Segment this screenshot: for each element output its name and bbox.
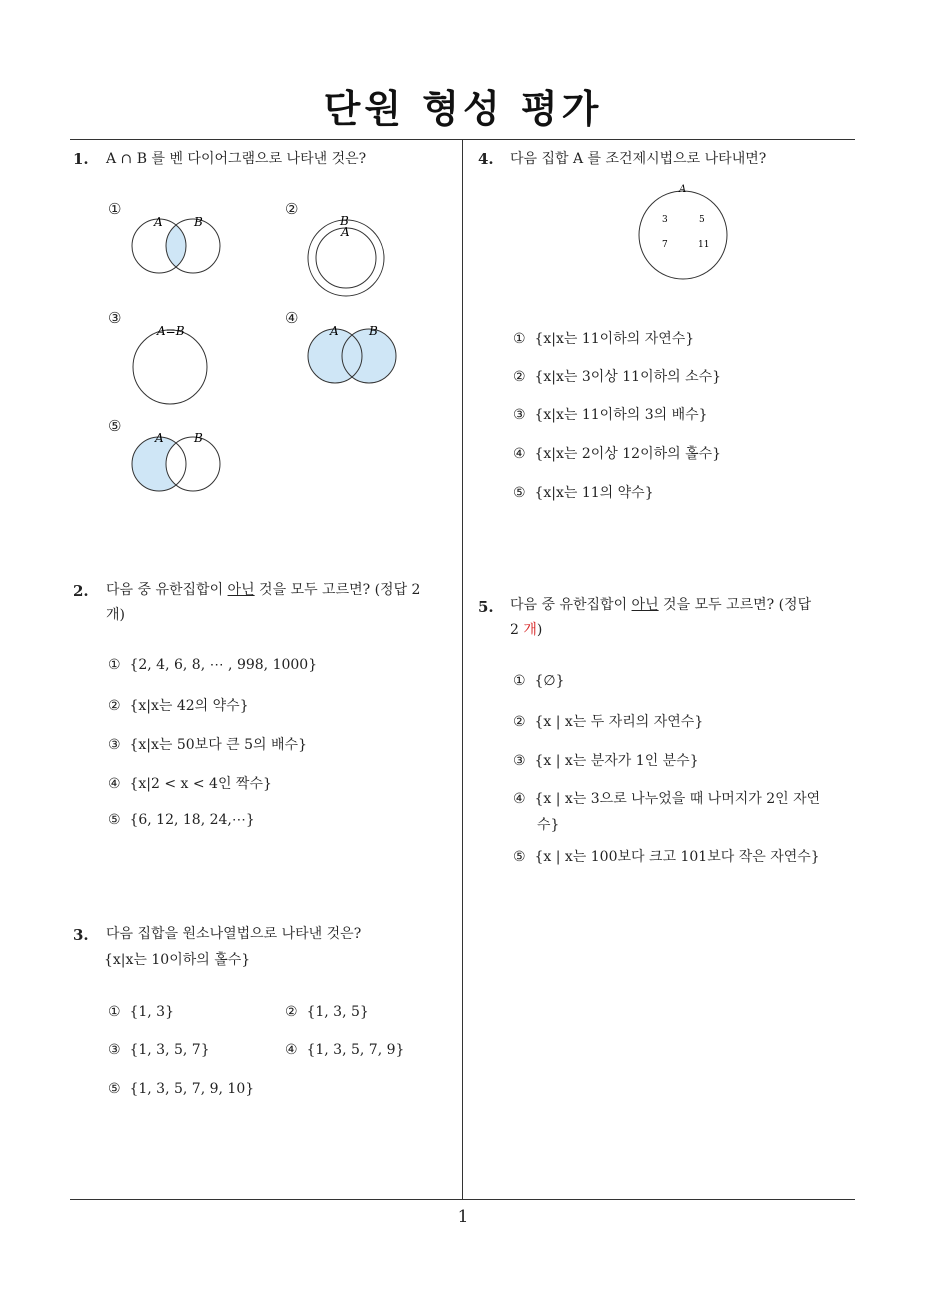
option-text: {1, 3, 5, 7, 9} bbox=[306, 1042, 405, 1058]
venn-set-ab bbox=[133, 330, 207, 404]
q2-option-2[interactable] bbox=[108, 695, 249, 715]
q4-number: 4. bbox=[478, 150, 494, 168]
option-text: {x | x는 두 자리의 자연수} bbox=[534, 714, 704, 730]
q2-text-before: 다음 중 유한집합이 bbox=[106, 582, 228, 598]
q1-text: A ∩ B 를 벤 다이어그램으로 나타낸 것은? bbox=[106, 151, 367, 167]
q5-text bbox=[510, 593, 860, 643]
column-divider bbox=[462, 139, 463, 1200]
q2-option-3[interactable] bbox=[108, 734, 307, 754]
bottom-rule bbox=[70, 1199, 855, 1200]
option-mark: ③ bbox=[513, 753, 526, 769]
q2-text-underlined: 아닌 bbox=[227, 582, 255, 598]
q1-option-4-mark[interactable]: ④ bbox=[285, 309, 299, 327]
element-7: 7 bbox=[662, 240, 668, 250]
q2-option-1[interactable] bbox=[108, 657, 317, 673]
q4-option-2[interactable] bbox=[513, 366, 721, 386]
option-text: {1, 3, 5, 7} bbox=[129, 1042, 210, 1058]
option-text: {1, 3, 5, 7, 9, 10} bbox=[129, 1081, 255, 1097]
q2-option-4[interactable] bbox=[108, 773, 272, 793]
option-mark: ⑤ bbox=[108, 1081, 121, 1097]
q1-number: 1. bbox=[73, 150, 89, 168]
q1-option-2-venn[interactable] bbox=[300, 206, 392, 300]
q1-option-5-mark[interactable]: ⑤ bbox=[108, 417, 122, 435]
venn-label-a: A bbox=[341, 225, 350, 239]
venn-label-b: B bbox=[194, 215, 203, 229]
q5-text-line2-red: 개 bbox=[523, 622, 537, 638]
option-mark: ⑤ bbox=[513, 485, 526, 501]
q5-option-3[interactable] bbox=[513, 750, 699, 770]
option-mark: ② bbox=[513, 369, 526, 385]
option-text: {x|x는 11이하의 3의 배수} bbox=[534, 407, 708, 423]
q5-option-4-cont: 수} bbox=[537, 817, 560, 833]
q4-option-5[interactable] bbox=[513, 482, 654, 502]
set-a-label: A bbox=[679, 184, 687, 195]
q2-number: 2. bbox=[73, 582, 89, 600]
option-text: {∅} bbox=[534, 673, 565, 689]
venn-label-a: A bbox=[154, 215, 163, 229]
option-mark: ② bbox=[108, 698, 121, 714]
q4-option-3[interactable] bbox=[513, 404, 708, 424]
venn-label-a: A bbox=[155, 431, 164, 445]
option-mark: ④ bbox=[513, 446, 526, 462]
q5-option-5[interactable] bbox=[513, 846, 820, 866]
q2-text bbox=[106, 578, 458, 628]
q4-option-4[interactable] bbox=[513, 443, 721, 463]
q5-text-after: 것을 모두 고르면? (정답 bbox=[658, 597, 812, 613]
q4-text: 다음 집합 A 를 조건제시법으로 나타내면? bbox=[510, 151, 767, 167]
option-text: {x|2 < x < 4인 짝수} bbox=[129, 776, 272, 792]
option-mark: ④ bbox=[108, 776, 121, 792]
option-mark: ① bbox=[513, 331, 526, 347]
option-text: {2, 4, 6, 8, ⋯ , 998, 1000} bbox=[129, 657, 318, 673]
q2-text-line2: 개) bbox=[106, 607, 125, 623]
option-text: {x|x는 50보다 큰 5의 배수} bbox=[129, 737, 307, 753]
q5-text-underlined: 아닌 bbox=[631, 597, 659, 613]
q5-option-2[interactable] bbox=[513, 711, 703, 731]
q4-set-diagram bbox=[632, 180, 736, 284]
venn-label-b: B bbox=[340, 214, 349, 228]
option-mark: ⑤ bbox=[108, 812, 121, 828]
option-mark: ③ bbox=[108, 1042, 121, 1058]
q5-text-line2-a: 2 bbox=[510, 622, 524, 638]
q1-option-2-mark[interactable]: ② bbox=[285, 200, 299, 218]
q1-option-1-venn[interactable] bbox=[128, 208, 232, 280]
element-3: 3 bbox=[662, 215, 668, 225]
element-11: 11 bbox=[698, 240, 710, 250]
option-text: {x|x는 42의 약수} bbox=[129, 698, 249, 714]
page-number: 1 bbox=[457, 1207, 469, 1227]
q1-option-3-venn[interactable] bbox=[126, 318, 216, 410]
venn-label-b: B bbox=[369, 324, 378, 338]
option-text: {6, 12, 18, 24,⋯} bbox=[129, 812, 255, 828]
q2-option-5[interactable] bbox=[108, 812, 255, 828]
option-text: {x | x는 분자가 1인 분수} bbox=[534, 753, 699, 769]
q4-option-1[interactable] bbox=[513, 328, 694, 348]
q3-option-5[interactable] bbox=[108, 1081, 254, 1097]
option-mark: ③ bbox=[513, 407, 526, 423]
option-mark: ③ bbox=[108, 737, 121, 753]
venn-label-a: A bbox=[330, 324, 339, 338]
venn-label-ab: A=B bbox=[157, 324, 185, 338]
option-text: {x | x는 100보다 크고 101보다 작은 자연수} bbox=[534, 849, 820, 865]
option-mark: ① bbox=[108, 1004, 121, 1020]
q3-set: {x|x는 10이하의 홀수} bbox=[104, 952, 251, 968]
q3-number: 3. bbox=[73, 926, 89, 944]
q3-text: 다음 집합을 원소나열법으로 나타낸 것은? bbox=[106, 926, 362, 942]
q3-option-4[interactable] bbox=[285, 1042, 404, 1058]
element-5: 5 bbox=[699, 215, 705, 225]
option-mark: ① bbox=[513, 673, 526, 689]
option-mark: ⑤ bbox=[513, 849, 526, 865]
q1-option-1-mark[interactable]: ① bbox=[108, 200, 122, 218]
q5-text-line2-b: ) bbox=[536, 622, 543, 638]
option-text: {x|x는 3이상 11이하의 소수} bbox=[534, 369, 722, 385]
q3-option-1[interactable] bbox=[108, 1004, 174, 1020]
option-text: {x | x는 3으로 나누었을 때 나머지가 2인 자연 bbox=[534, 791, 821, 807]
option-text: {x|x는 11의 약수} bbox=[534, 485, 654, 501]
q3-option-2[interactable] bbox=[285, 1004, 369, 1020]
q5-option-4[interactable] bbox=[513, 788, 820, 808]
q2-text-after: 것을 모두 고르면? (정답 2 bbox=[254, 582, 421, 598]
option-mark: ② bbox=[513, 714, 526, 730]
option-mark: ② bbox=[285, 1004, 298, 1020]
option-text: {x|x는 11이하의 자연수} bbox=[534, 331, 695, 347]
venn-label-b: B bbox=[194, 431, 203, 445]
q1-option-4-venn[interactable] bbox=[302, 318, 406, 390]
page-title: 단원 형성 평가 bbox=[323, 87, 603, 131]
option-text: {1, 3} bbox=[129, 1004, 174, 1020]
set-a-circle bbox=[639, 191, 727, 279]
q1-option-5-venn[interactable] bbox=[128, 426, 232, 498]
option-mark: ④ bbox=[285, 1042, 298, 1058]
q5-text-before: 다음 중 유한집합이 bbox=[510, 597, 632, 613]
q5-option-1[interactable] bbox=[513, 673, 564, 689]
q3-option-3[interactable] bbox=[108, 1042, 210, 1058]
option-mark: ④ bbox=[513, 791, 526, 807]
option-text: {1, 3, 5} bbox=[306, 1004, 369, 1020]
option-mark: ① bbox=[108, 657, 121, 673]
q1-option-3-mark[interactable]: ③ bbox=[108, 309, 122, 327]
q5-number: 5. bbox=[478, 598, 494, 616]
option-text: {x|x는 2이상 12이하의 홀수} bbox=[534, 446, 722, 462]
